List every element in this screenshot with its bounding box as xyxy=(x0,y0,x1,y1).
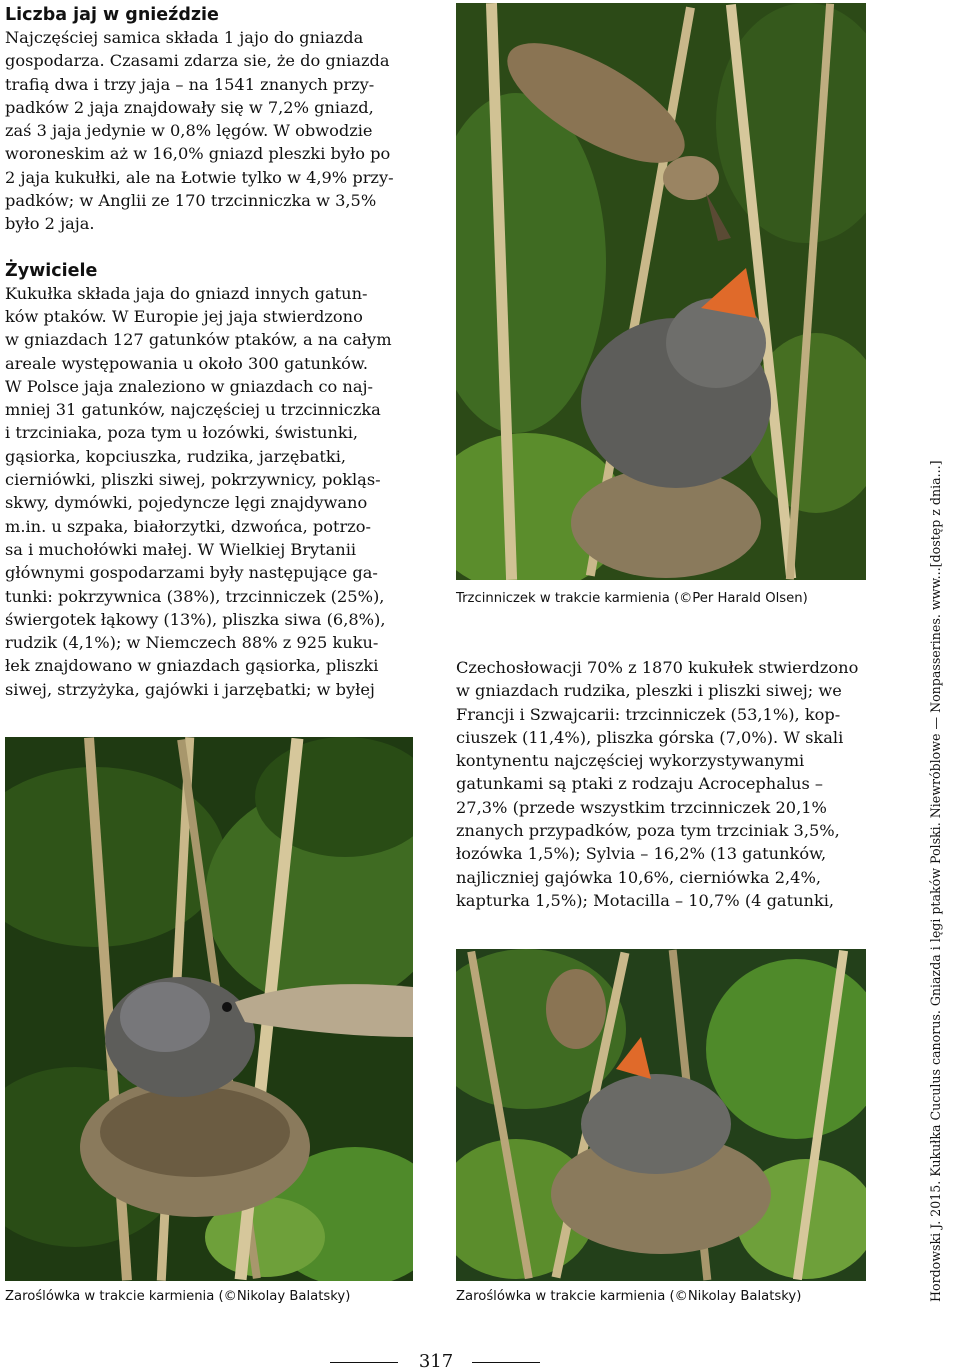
page-number: 317 xyxy=(418,1351,454,1372)
footer-rule-left xyxy=(330,1362,398,1363)
text-line: Kukułka składa jaja do gniazd innych gatun- xyxy=(5,283,368,303)
text-line: znanych przypadków, poza tym trzciniak 3,5%, xyxy=(456,821,840,841)
text-line: w gniazdach rudzika, pleszki i pliszki siwej; we xyxy=(456,681,842,701)
text-line: gospodarza. Czasami zdarza sie, że do gniazda xyxy=(5,51,390,71)
text-line: ciuszek (11,4%), pliszka górska (7,0%). W skali xyxy=(456,727,844,747)
text-line: sa i muchołówki małej. W Wielkiej Brytanii xyxy=(5,539,357,559)
photo-illustration xyxy=(456,3,866,580)
text-line: rudzik (4,1%); w Niemczech 88% z 925 kuku- xyxy=(5,633,379,653)
egg-count-paragraph xyxy=(5,26,413,236)
text-line: Francji i Szwajcarii: trzcinniczek (53,1%), kop- xyxy=(456,704,841,724)
text-line: trafią dwa i trzy jaja – na 1541 znanych przy- xyxy=(5,74,375,94)
text-line: w gniazdach 127 gatunków ptaków, a na całym xyxy=(5,330,392,350)
section-heading-egg-count: Liczba jaj w gnieździe xyxy=(5,5,219,25)
text-line: tunki: pokrzywnica (38%), trzcinniczek (25%), xyxy=(5,586,385,606)
text-line: gatunkami są ptaki z rodzaju Acrocephalus – xyxy=(456,774,824,794)
text-line: mniej 31 gatunków, najczęściej u trzcinniczka xyxy=(5,400,381,420)
hosts-paragraph-continued xyxy=(456,656,866,912)
photo-reed-warbler-feeding-bottom xyxy=(456,949,866,1281)
hosts-paragraph xyxy=(5,282,413,701)
text-line: siwej, strzyżyka, gajówki i jarzębatki; w byłej xyxy=(5,679,375,699)
text-line: łozówka 1,5%); Sylvia – 16,2% (13 gatunków, xyxy=(456,844,827,864)
text-line: 2 jaja kukułki, ale na Łotwie tylko w 4,9% przy- xyxy=(5,167,394,187)
text-line: Najczęściej samica składa 1 jajo do gniazda xyxy=(5,28,364,47)
text-line: zaś 3 jaja jedynie w 0,8% lęgów. W obwodzie xyxy=(5,121,373,141)
text-line: świergotek łąkowy (13%), pliszka siwa (6,8%), xyxy=(5,609,386,629)
text-line: kapturka 1,5%); Motacilla – 10,7% (4 gatunki, xyxy=(456,890,835,910)
text-line: i trzciniaka, poza tym u łozówki, świstunki, xyxy=(5,423,359,443)
text-line: kontynentu najczęściej wykorzystywanymi xyxy=(456,751,805,771)
photo-reed-warbler-feeding-top xyxy=(456,3,866,580)
photo-reed-warbler-feeding-left xyxy=(5,737,413,1281)
text-line: m.in. u szpaka, białorzytki, dzwońca, potrzo- xyxy=(5,516,371,536)
text-line: 27,3% (przede wszystkim trzcinniczek 20,1% xyxy=(456,797,827,817)
text-line: najliczniej gajówka 10,6%, cierniówka 2,4%, xyxy=(456,867,821,887)
page-footer xyxy=(330,1352,540,1372)
text-line: padków; w Anglii ze 170 trzcinniczka w 3,5% xyxy=(5,191,377,211)
text-line: woroneskim aż w 16,0% gniazd pleszki było po xyxy=(5,144,391,164)
footer-rule-right xyxy=(472,1362,540,1363)
bottom-photo-caption: Zaroślówka w trakcie karmienia (©Nikolay Balatsky) xyxy=(456,1289,802,1304)
section-heading-hosts: Żywiciele xyxy=(5,260,98,281)
text-line: padków 2 jaja znajdowały się w 7,2% gniazd, xyxy=(5,97,374,117)
top-photo-caption: Trzcinniczek w trakcie karmienia (©Per Harald Olsen) xyxy=(456,591,808,606)
left-column xyxy=(5,4,413,701)
text-line: skwy, dymówki, pojedyncze lęgi znajdywano xyxy=(5,493,368,513)
text-line: łek znajdowano w gniazdach gąsiorka, pliszki xyxy=(5,656,379,676)
photo-illustration xyxy=(5,737,413,1281)
text-line: ków ptaków. W Europie jej jaja stwierdzono xyxy=(5,306,363,326)
text-line: gąsiorka, kopciuszka, rudzika, jarzębatki, xyxy=(5,446,347,466)
photo-illustration xyxy=(456,949,866,1281)
text-line: Czechosłowacji 70% z 1870 kukułek stwierdzono xyxy=(456,658,859,677)
text-line: W Polsce jaja znaleziono w gniazdach co naj- xyxy=(5,376,373,396)
citation-sidebar: Hordowski J. 2015. Kukułka Cuculus canorus. Gniazda i lęgi ptaków Polski. Niewróblowe — Nonpasserines. www...[dostęp z dnia...] xyxy=(928,460,943,1302)
left-photo-caption: Zaroślówka w trakcie karmienia (©Nikolay Balatsky) xyxy=(5,1289,351,1304)
text-line: było 2 jaja. xyxy=(5,214,95,234)
text-line: głównymi gospodarzami były następujące ga- xyxy=(5,563,378,583)
text-line: cierniówki, pliszki siwej, pokrzywnicy, pokląs- xyxy=(5,470,381,490)
text-line: areale występowania u około 300 gatunków. xyxy=(5,353,368,373)
